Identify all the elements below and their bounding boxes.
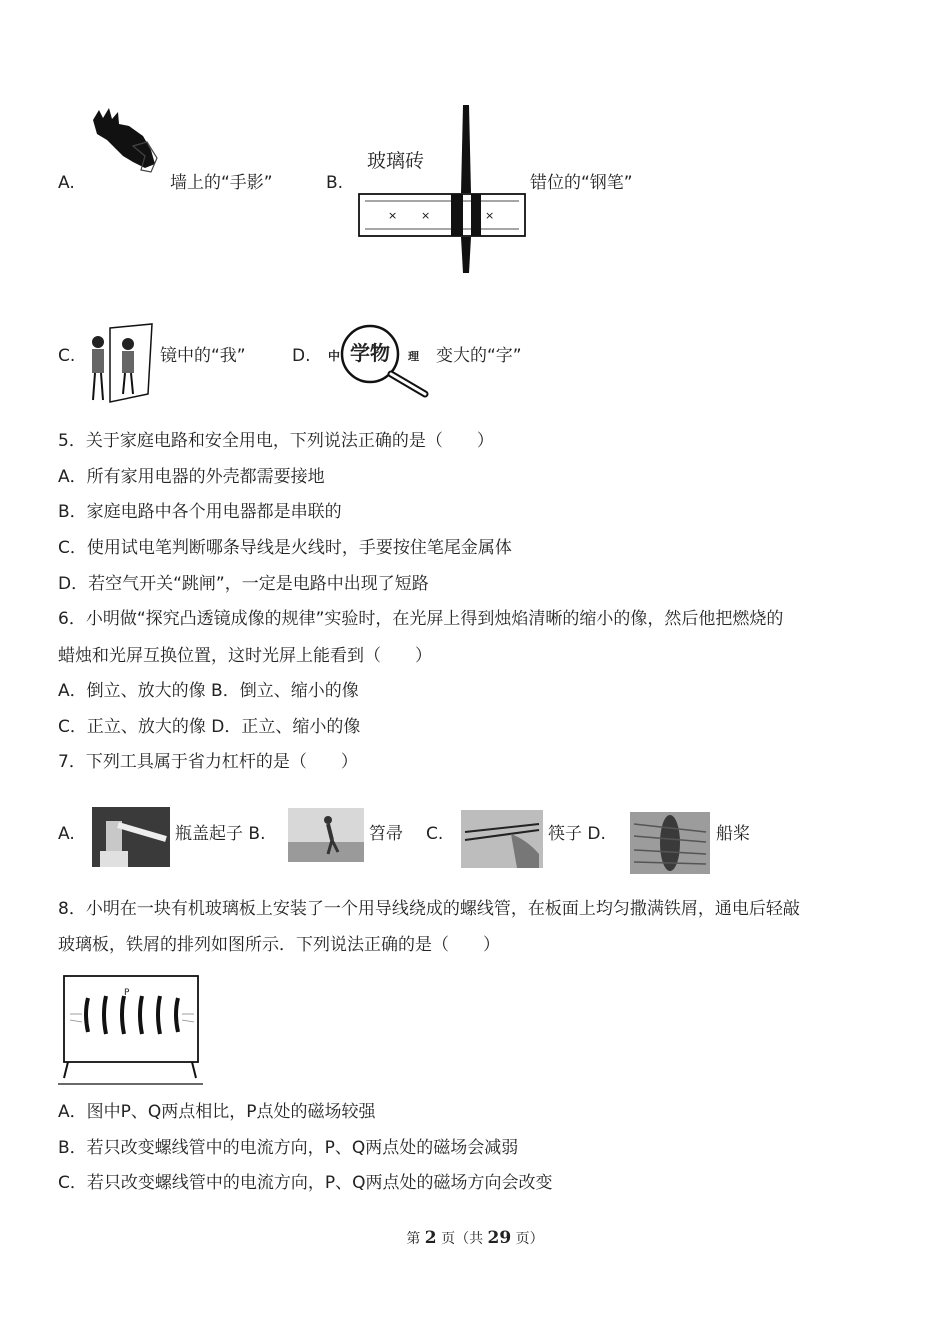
hand-shadow-figure xyxy=(85,106,160,176)
magnifier-left-char: 中 xyxy=(328,349,341,363)
footer-total-pages: 29 xyxy=(487,1228,512,1248)
bottle-opener-photo xyxy=(92,807,170,867)
q6-options-ab: A．倒立、放大的像 B．倒立、缩小的像 xyxy=(58,681,359,701)
q4-option-c-text: 镜中的“我” xyxy=(160,346,246,366)
q5-option-d: D．若空气开关“跳闸”，一定是电路中出现了短路 xyxy=(58,574,429,594)
q8-stem-line-1: 8．小明在一块有机玻璃板上安装了一个用导线绕成的螺线管，在板面上均匀撒满铁屑，通电后轻敲 xyxy=(58,899,800,919)
broom-photo xyxy=(288,808,364,862)
q4-option-b-text: 错位的“钢笔” xyxy=(530,173,633,193)
q6-stem-line-2: 蜡烛和光屏互换位置，这时光屏上能看到（ ） xyxy=(58,646,432,666)
q4-option-d-text: 变大的“字” xyxy=(436,346,522,366)
q5-option-a: A．所有家用电器的外壳都需要接地 xyxy=(58,467,325,487)
q4-option-a-letter: A. xyxy=(58,173,75,193)
footer-mid: 页（共 xyxy=(436,1231,488,1247)
q7-option-b-text: 笤帚 xyxy=(369,824,403,844)
q4-option-b-letter: B. xyxy=(326,173,344,193)
q7-option-c-text: 筷子 D. xyxy=(548,824,606,844)
mirror-figure xyxy=(86,322,156,406)
q7-option-a-letter: A. xyxy=(58,824,75,844)
glass-brick-pen-figure xyxy=(355,103,530,275)
q7-stem: 7．下列工具属于省力杠杆的是（ ） xyxy=(58,752,358,772)
q4-option-d-letter: D. xyxy=(292,346,311,366)
q8-option-a: A．图中P、Q两点相比，P点处的磁场较强 xyxy=(58,1102,376,1122)
q4-option-c-letter: C. xyxy=(58,346,76,366)
footer-post: 页） xyxy=(511,1231,544,1247)
glass-brick-label: 玻璃砖 xyxy=(367,150,425,172)
q4-option-a-text: 墙上的“手影” xyxy=(170,173,273,193)
q8-option-c: C．若只改变螺线管中的电流方向，P、Q两点处的磁场方向会改变 xyxy=(58,1173,553,1193)
footer-page-number: 2 xyxy=(424,1228,437,1248)
q8-option-b: B．若只改变螺线管中的电流方向，P、Q两点处的磁场会减弱 xyxy=(58,1138,519,1158)
q5-option-c: C．使用试电笔判断哪条导线是火线时，手要按住笔尾金属体 xyxy=(58,538,512,558)
solenoid-point-p: P xyxy=(124,988,130,998)
svg-text:×: × xyxy=(485,209,495,222)
q5-stem: 5．关于家庭电路和安全用电，下列说法正确的是（ ） xyxy=(58,431,494,451)
footer-pre: 第 xyxy=(406,1231,425,1247)
chopsticks-photo xyxy=(461,810,543,868)
q6-options-cd: C．正立、放大的像 D．正立、缩小的像 xyxy=(58,717,361,737)
q8-stem-line-2: 玻璃板，铁屑的排列如图所示．下列说法正确的是（ ） xyxy=(58,935,500,955)
q5-option-b: B．家庭电路中各个用电器都是串联的 xyxy=(58,502,342,522)
solenoid-figure xyxy=(58,974,203,1086)
magnifier-right-char: 理 xyxy=(408,350,419,363)
oar-photo xyxy=(630,812,710,874)
svg-text:×: × xyxy=(388,209,398,222)
magnifier-mid-chars: 学物 xyxy=(350,341,390,365)
page-footer xyxy=(0,1228,950,1248)
svg-text:×: × xyxy=(421,209,431,222)
q7-option-a-text: 瓶盖起子 B. xyxy=(175,824,266,844)
q7-option-c-letter: C. xyxy=(426,824,444,844)
q7-option-d-text: 船桨 xyxy=(716,824,750,844)
q6-stem-line-1: 6．小明做“探究凸透镜成像的规律”实验时，在光屏上得到烛焰清晰的缩小的像，然后他把燃烧的 xyxy=(58,609,784,629)
